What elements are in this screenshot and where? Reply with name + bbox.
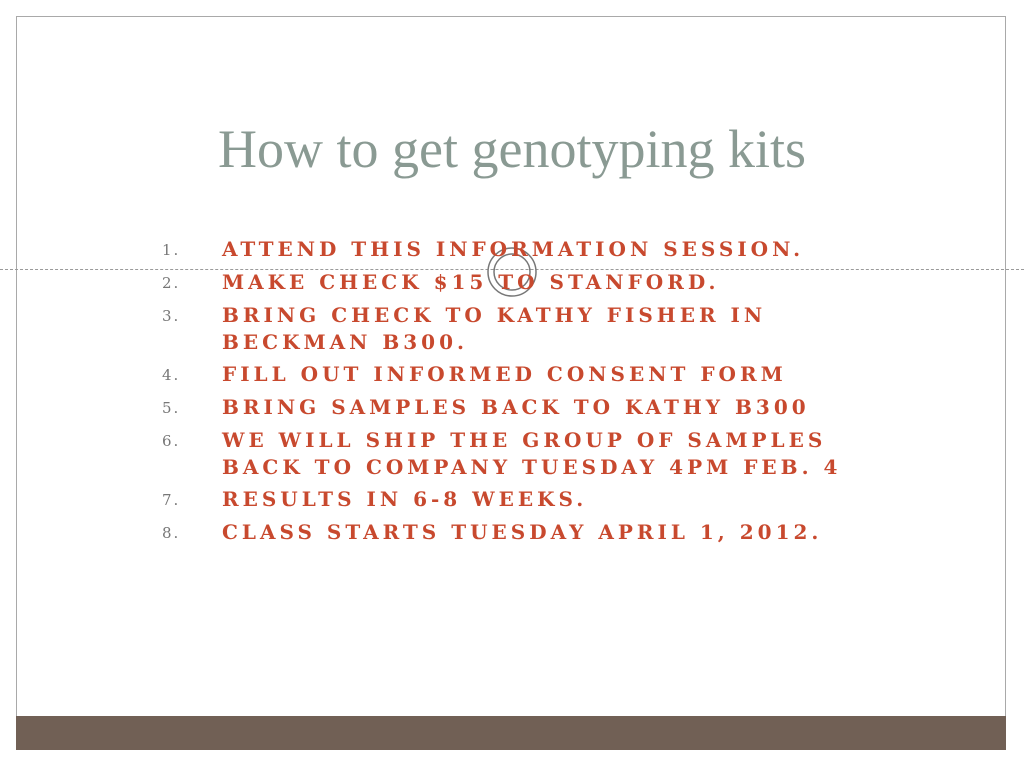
item-text: FILL OUT INFORMED CONSENT FORM <box>222 362 787 386</box>
list-item <box>162 361 882 389</box>
item-text: BRING CHECK TO KATHY FISHER IN BECKMAN B300. <box>222 303 767 354</box>
item-number: 3. <box>162 307 181 325</box>
item-number: 8. <box>162 524 181 542</box>
item-number: 5. <box>162 399 181 417</box>
footer-bar <box>16 716 1006 750</box>
item-number: 2. <box>162 274 181 292</box>
item-number: 6. <box>162 432 181 450</box>
item-text: MAKE CHECK $15 TO STANFORD. <box>222 270 720 294</box>
item-text: RESULTS IN 6-8 WEEKS. <box>222 487 588 511</box>
item-text: BRING SAMPLES BACK TO KATHY B300 <box>222 395 810 419</box>
item-number: 4. <box>162 366 181 384</box>
list-item <box>162 269 882 297</box>
list-item <box>162 427 882 481</box>
steps-list <box>162 236 882 552</box>
item-text: CLASS STARTS TUESDAY APRIL 1, 2012. <box>222 520 823 544</box>
list-item <box>162 486 882 514</box>
slide-title: How to get genotyping kits <box>218 119 806 179</box>
list-item <box>162 236 882 264</box>
item-text: WE WILL SHIP THE GROUP OF SAMPLES BACK TO COMPANY TUESDAY 4PM FEB. 4 <box>222 428 842 479</box>
item-text: ATTEND THIS INFORMATION SESSION. <box>222 237 805 261</box>
list-item <box>162 302 882 356</box>
item-number: 7. <box>162 491 181 509</box>
item-number: 1. <box>162 241 181 259</box>
list-item <box>162 519 882 547</box>
list-item <box>162 394 882 422</box>
